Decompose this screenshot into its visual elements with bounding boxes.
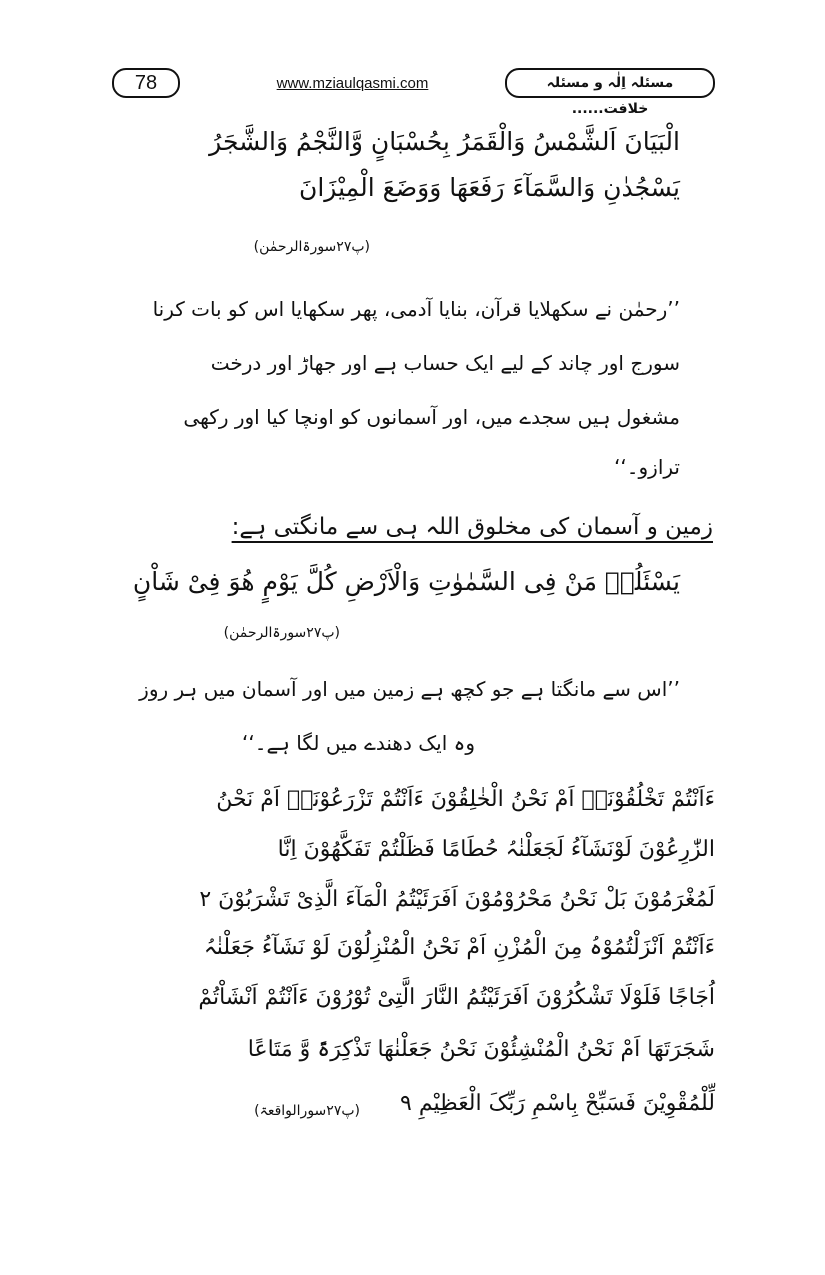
surah-reference: (پ۲۷سورۃالرحمٰن)	[223, 625, 340, 641]
book-title: مسئلہ اِلٰہ و مسئلہ خلافت......	[505, 68, 715, 98]
verse-line: لَمُغْرَمُوْنَ بَلْ نَحْنُ مَحْرُوْمُوْنَ اَفَرَئَیْتُمُ الْمَآءَ الَّذِیْ تَشْرَبُوْنَ ۲	[199, 887, 715, 912]
verse-line: اُجَاجًا فَلَوْلَا تَشْکُرُوْنَ اَفَرَئَیْتُمُ النَّارَ الَّتِیْ تُوْرُوْنَ ءَاَنْتُمْ اَنْشَاْتُمْ	[198, 985, 715, 1010]
translation-line: وہ ایک دھندے میں لگا ہے۔‘‘	[242, 731, 475, 755]
verse-line: الْبَیَانَ اَلشَّمْسُ وَالْقَمَرُ بِحُسْبَانٍ وَّالنَّجْمُ وَالشَّجَرُ	[209, 127, 680, 156]
verse-line: یَسْجُدٰنِ وَالسَّمَآءَ رَفَعَھَا وَوَضَعَ الْمِیْزَانَ	[299, 173, 680, 202]
page-number: 78	[112, 68, 180, 98]
translation-line: ’’رحمٰن نے سکھلایا قرآن، بنایا آدمی، پھر سکھایا اس کو بات کرنا	[152, 297, 680, 321]
translation-line: ترازو۔‘‘	[614, 455, 680, 479]
verse-line: ءَاَنْتُمْ تَخْلُقُوْنَہٗ اَمْ نَحْنُ الْخٰلِقُوْنَ ءَاَنْتُمْ تَزْرَعُوْنَہٗ اَمْ نَحْنُ	[216, 787, 715, 812]
translation-line: سورج اور چاند کے لیے ایک حساب ہے اور جھاڑ اور درخت	[210, 351, 680, 375]
surah-reference: (پ۲۷سورالواقعۃ)	[254, 1103, 360, 1119]
translation-line: ’’اس سے مانگتا ہے جو کچھ ہے زمین میں اور آسمان میں ہر روز	[139, 677, 680, 701]
website-link[interactable]: www.mziaulqasmi.com	[276, 75, 429, 92]
translation-line: مشغول ہیں سجدے میں، اور آسمانوں کو اونچا کیا اور رکھی	[183, 405, 680, 429]
surah-reference: (پ۲۷سورۃالرحمٰن)	[253, 239, 370, 255]
verse-line: شَجَرَتَھَا اَمْ نَحْنُ الْمُنْشِئُوْنَ نَحْنُ جَعَلْنٰھَا تَذْکِرَۃً وَّ مَتَاعًا	[247, 1037, 715, 1062]
verse-line: الزّٰرِعُوْنَ لَوْنَشَآءُ لَجَعَلْنٰہُ حُطَامًا فَظَلْتُمْ تَفَکَّھُوْنَ اِنَّا	[277, 837, 715, 862]
section-heading: زمین و آسمان کی مخلوق اللہ ہی سے مانگتی ہے:	[231, 514, 713, 540]
verse-line: ءَاَنْتُمْ اَنْزَلْتُمُوْہُ مِنَ الْمُزْنِ اَمْ نَحْنُ الْمُنْزِلُوْنَ لَوْ نَشَآءُ جَعَلْنٰہُ	[203, 935, 715, 960]
verse-line: لِّلْمُقْوِیْنَ فَسَبِّحْ بِاسْمِ رَبِّکَ الْعَظِیْمِ ۹	[400, 1091, 715, 1116]
verse-line: یَسْئَلُہٗ مَنْ فِی السَّمٰوٰتِ وَالْاَرْضِ کُلَّ یَوْمٍ ھُوَ فِیْ شَاْنٍ	[132, 567, 680, 596]
